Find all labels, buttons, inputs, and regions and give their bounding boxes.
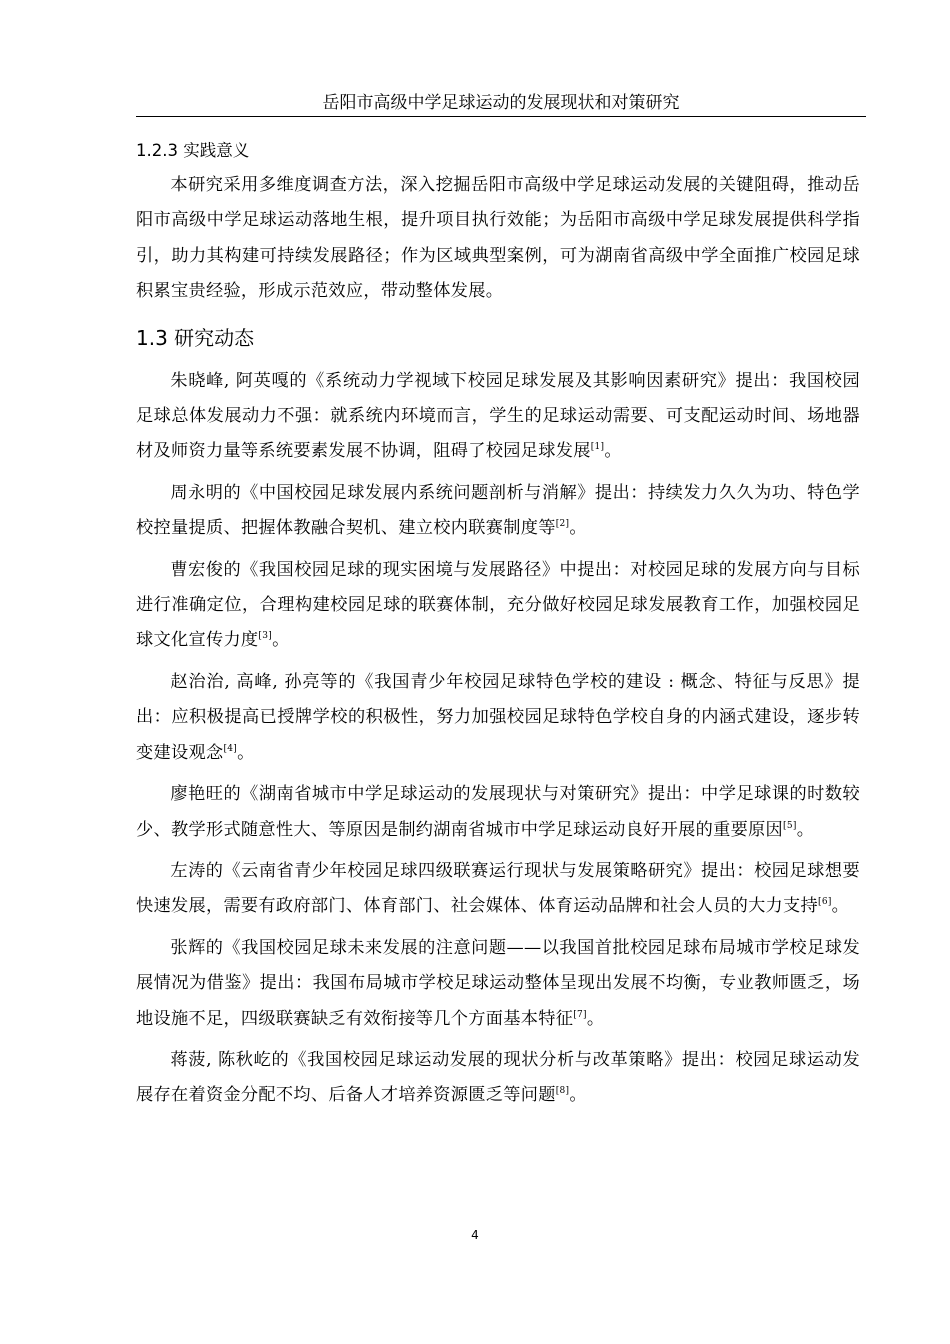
- citation-ref: [6]: [818, 897, 832, 908]
- paragraph-text: 曹宏俊的《我国校园足球的现实困境与发展路径》中提出：对校园足球的发展方向与目标进行准确定位，合理构建校园足球的联赛体制，充分做好校园足球发展教育工作，加强校园足球文化宣传力度: [136, 559, 860, 651]
- literature-paragraph: [136, 665, 860, 771]
- paragraph-text: 张辉的《我国校园足球未来发展的注意问题——以我国首批校园足球布局城市学校足球发展情况为借鉴》提出：我国布局城市学校足球运动整体呈现出发展不均衡，专业教师匮乏，场地设施不足，四级联赛缺乏有效衔接等几个方面基本特征: [136, 937, 860, 1029]
- literature-paragraph: [136, 476, 860, 547]
- paragraph-text: 廖艳旺的《湖南省城市中学足球运动的发展现状与对策研究》提出：中学足球课的时数较少、教学形式随意性大、等原因是制约湖南省城市中学足球运动良好开展的重要原因: [136, 784, 860, 840]
- literature-paragraph: [136, 931, 860, 1037]
- citation-ref: [4]: [223, 743, 238, 754]
- page-number: 4: [471, 1228, 479, 1242]
- paragraph-text: 朱晓峰, 阿英嘎的《系统动力学视域下校园足球发展及其影响因素研究》提出：我国校园足球总体发展动力不强：就系统内环境而言，学生的足球运动需要、可支配运动时间、场地器材及师资力量等系统要素发展不协调，阻碍了校园足球发展: [136, 370, 860, 462]
- literature-paragraph: [136, 777, 860, 848]
- page-body: [136, 134, 860, 1114]
- literature-paragraph: [136, 854, 860, 925]
- literature-paragraph: [136, 364, 860, 470]
- paragraph-end: 。: [586, 1008, 605, 1029]
- literature-paragraph: [136, 553, 860, 659]
- paragraph-end: 。: [569, 1085, 587, 1106]
- paragraph-end: 。: [831, 896, 850, 917]
- paragraph-practical-significance: 本研究采用多维度调查方法，深入挖掘岳阳市高级中学足球运动发展的关键阻碍，推动岳阳市高级中学足球运动落地生根，提升项目执行效能；为岳阳市高级中学足球发展提供科学指引，助力其构建可持续发展路径；作为区域典型案例，可为湖南省高级中学全面推广校园足球积累宝贵经验，形成示范效应，带动整体发展。: [136, 175, 860, 302]
- paragraph-end: 。: [237, 742, 255, 763]
- paragraph-end: 。: [272, 630, 290, 651]
- literature-paragraph: [136, 1043, 860, 1114]
- paragraph-end: 。: [604, 441, 622, 462]
- paragraph-text: 蒋菠, 陈秋屹的《我国校园足球运动发展的现状分析与改革策略》提出：校园足球运动发展存在着资金分配不均、后备人才培养资源匮乏等问题: [136, 1049, 860, 1106]
- citation-ref: [5]: [783, 820, 797, 831]
- citation-ref: [1]: [590, 442, 605, 453]
- running-header: [136, 90, 866, 117]
- paragraph-end: 。: [796, 819, 815, 840]
- section-heading-1-3: 1.3 研究动态: [136, 325, 255, 350]
- citation-ref: [3]: [258, 631, 273, 642]
- paragraph-text: 左涛的《云南省青少年校园足球四级联赛运行现状与发展策略研究》提出：校园足球想要快速发展，需要有政府部门、体育部门、社会媒体、体育运动品牌和社会人员的大力支持: [136, 860, 860, 917]
- paragraph-text: 周永明的《中国校园足球发展内系统问题剖析与消解》提出：持续发力久久为功、特色学校控量提质、把握体教融合契机、建立校内联赛制度等: [136, 482, 860, 539]
- section-heading-1-2-3: 1.2.3 实践意义: [136, 141, 250, 160]
- paragraph-end: 。: [569, 518, 587, 539]
- citation-ref: [7]: [573, 1009, 587, 1020]
- citation-ref: [2]: [555, 519, 570, 530]
- citation-ref: [8]: [555, 1086, 570, 1097]
- running-header-title: 岳阳市高级中学足球运动的发展现状和对策研究: [322, 93, 680, 113]
- paragraph-text: 赵治治, 高峰, 孙亮等的《我国青少年校园足球特色学校的建设 : 概念、特征与反思》提出：应积极提高已授牌学校的积极性，努力加强校园足球特色学校自身的内涵式建设，逐步转变建设观念: [136, 671, 860, 763]
